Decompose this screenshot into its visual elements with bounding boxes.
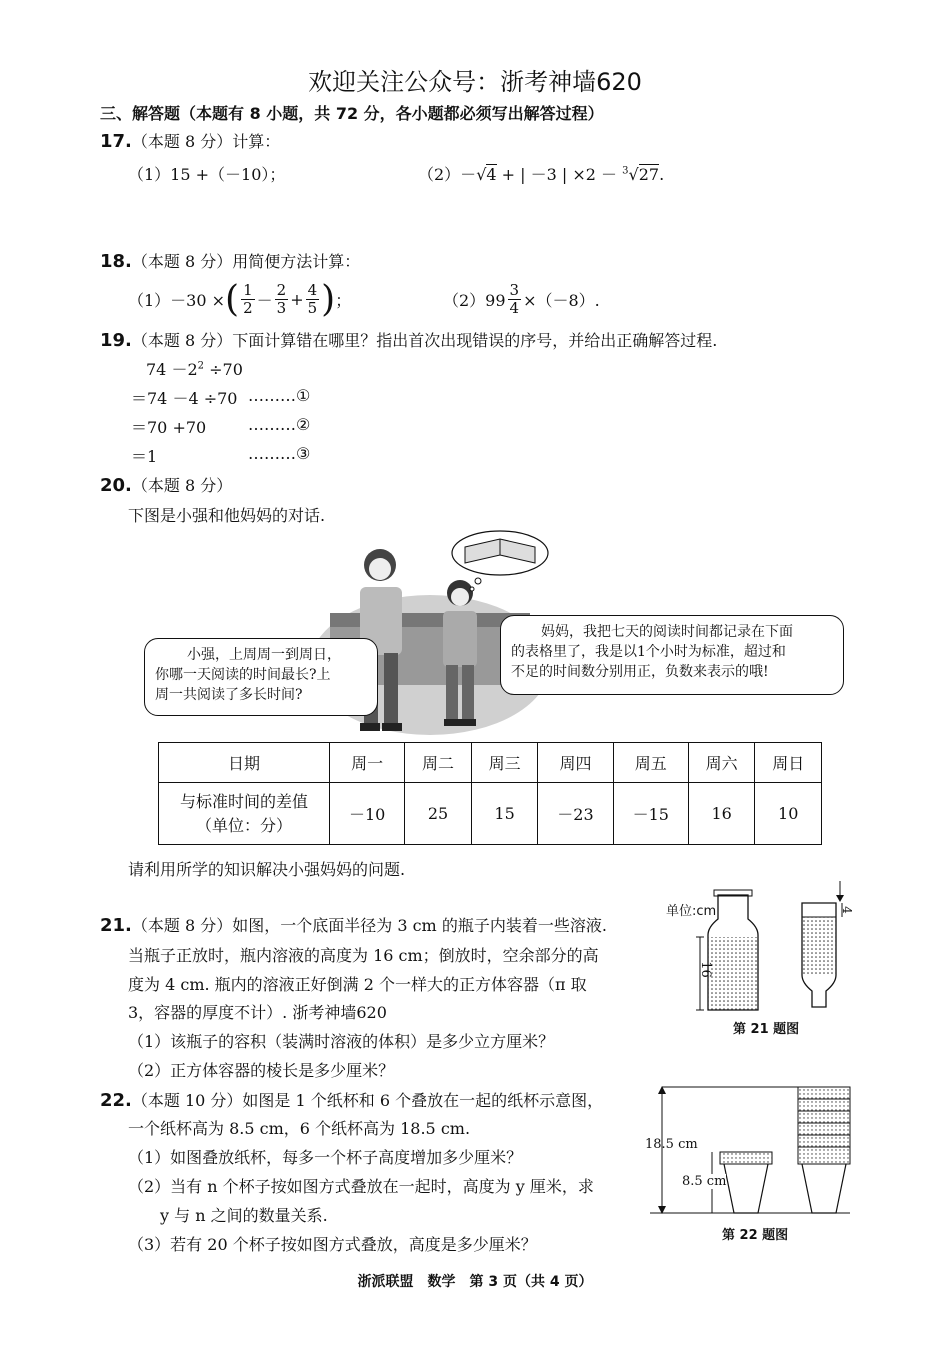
q18-part1: （1）－30 × ( $\frac{1}{2}$ － $\frac{2}{3}$ + $\frac{4}{5}$ ) ；: [128, 278, 352, 320]
q20-footer: 请利用所学的知识解决小强妈妈的问题.: [128, 860, 406, 879]
fraction: $\frac{1}{2}$: [243, 281, 253, 317]
q21-text-line: 度为 4 cm. 瓶内的溶液正好倒满 2 个一样大的正方体容器（π 取: [128, 975, 587, 994]
q21-text-line: 3，容器的厚度不计）. 浙考神墙620: [128, 1003, 387, 1022]
question-number: 20.: [100, 475, 132, 496]
stacked-cups-icon: [802, 1164, 846, 1213]
mother-speech-bubble: 小强，上周周一到周日， 你哪一天阅读的时间最长?上 周一共阅读了多长时间?: [144, 638, 378, 716]
son-speech-bubble: 妈妈，我把七天的阅读时间都记录在下面 的表格里了，我是以1个小时为标准，超过和 不足的时间数分别用正，负数来表示的哦!: [500, 615, 844, 695]
table-cell: －23: [538, 783, 613, 845]
q22-sub3: （3）若有 20 个杯子按如图方式叠放，高度是多少厘米？: [128, 1235, 537, 1254]
question-18: [100, 249, 360, 272]
fraction: $\frac{3}{4}$: [509, 281, 520, 317]
fraction: $\frac{4}{5}$: [307, 281, 318, 317]
cup-rim: [798, 1099, 850, 1111]
table-cell: 25: [405, 783, 472, 845]
fraction: $\frac{2}{3}$: [276, 281, 287, 317]
cup-rim: [798, 1087, 850, 1099]
q19-step-2: ＝70 +70: [131, 418, 207, 437]
left-paren: (: [225, 278, 240, 320]
q22-label-short: 8.5 cm: [682, 1174, 727, 1189]
q21-height-label: 16: [697, 961, 713, 978]
question-22: 22.（本题 10 分）如图是 1 个纸杯和 6 个叠放在一起的纸杯示意图，: [100, 1090, 604, 1111]
table-header-cell: 周三: [471, 743, 538, 783]
q22-figure-caption: 第 22 题图: [722, 1228, 789, 1243]
cup-rim: [798, 1135, 850, 1147]
table-header-cell: 周六: [688, 743, 755, 783]
q22-sub2b: y 与 n 之间的数量关系.: [160, 1206, 328, 1225]
q22-sub1: （1）如图叠放纸杯，每多一个杯子高度增加多少厘米？: [128, 1148, 523, 1167]
table-header-cell: 周日: [755, 743, 822, 783]
q22-label-tall: 18.5 cm: [645, 1137, 698, 1152]
q18-part2: （2）99 $\frac{3}{4}$ ×（－8）.: [443, 281, 600, 317]
right-paren: ): [321, 278, 336, 320]
q22-sub2a: （2）当有 n 个杯子按如图方式叠放在一起时，高度为 y 厘米，求: [128, 1177, 594, 1196]
reading-time-table: [158, 742, 822, 845]
question-number: 18.: [100, 251, 132, 272]
question-number: 19.: [100, 330, 132, 351]
cup-rim: [798, 1147, 850, 1164]
question-21: 21.（本题 8 分）如图，一个底面半径为 3 cm 的瓶子内装着一些溶液.: [100, 915, 607, 936]
q21-sub2: （2）正方体容器的棱长是多少厘米？: [128, 1061, 395, 1080]
question-intro: （本题 8 分）计算：: [131, 132, 281, 151]
table-header-cell: 周四: [538, 743, 613, 783]
liquid-fill: [803, 917, 836, 975]
cbrt-sign-icon: √: [628, 165, 639, 184]
question-intro: （本题 8 分）下面计算错在哪里？指出首次出现错误的序号，并给出正确解答过程.: [131, 331, 718, 350]
table-header-row: [159, 743, 822, 783]
page-footer: 浙派联盟 数学 第 3 页（共 4 页）: [357, 1274, 593, 1290]
table-header-cell: 日期: [159, 743, 330, 783]
cup-rim: [720, 1152, 772, 1164]
q17-part2: （2）－√4 + | －3 | ×2 － $^3$√27.: [418, 165, 665, 184]
table-row-label: 与标准时间的差值 （单位：分）: [159, 783, 330, 845]
cup-rim: [798, 1123, 850, 1135]
bottle-figure: [690, 875, 860, 1015]
arrow-down-icon: [836, 895, 844, 902]
table-cell: 16: [688, 783, 755, 845]
q19-step-3-mark: ………③: [248, 444, 311, 463]
table-cell: 10: [755, 783, 822, 845]
single-cup-icon: [724, 1164, 768, 1213]
q21-figure-caption: 第 21 题图: [733, 1022, 800, 1037]
table-header-cell: 周二: [405, 743, 472, 783]
sqrt-sign-icon: √: [476, 165, 487, 184]
q21-top-label: 4: [839, 906, 854, 914]
question-intro: （本题 8 分）: [131, 476, 233, 495]
liquid-fill: [709, 937, 758, 1010]
question-20: [100, 473, 232, 496]
table-header-cell: 周五: [613, 743, 688, 783]
table-cell: －15: [613, 783, 688, 845]
q21-unit-label: 单位:cm: [666, 904, 717, 919]
question-17: [100, 129, 280, 152]
table-header-cell: 周一: [330, 743, 405, 783]
q19-step-1-mark: ………①: [248, 386, 311, 405]
q17-part1: （1）15 +（－10）；: [128, 165, 286, 184]
q19-expression: $74 -2^2 \div 70$: [146, 360, 243, 379]
q19-step-3: ＝1: [131, 447, 158, 466]
question-number: 21.: [100, 915, 132, 936]
q19-step-2-mark: ………②: [248, 415, 311, 434]
q20-description: 下图是小强和他妈妈的对话.: [128, 506, 326, 525]
question-number: 17.: [100, 131, 132, 152]
q21-sub1: （1）该瓶子的容积（装满时溶液的体积）是多少立方厘米？: [128, 1032, 555, 1051]
table-row: [159, 783, 822, 845]
watermark-title: 欢迎关注公众号：浙考神墙620: [308, 68, 642, 96]
question-number: 22.: [100, 1090, 132, 1111]
q21-text-line: 当瓶子正放时，瓶内溶液的高度为 16 cm；倒放时，空余部分的高: [128, 946, 599, 965]
q19-step-1: ＝74 －4 ÷70: [131, 389, 238, 408]
table-cell: －10: [330, 783, 405, 845]
table-cell: 15: [471, 783, 538, 845]
question-19: [100, 328, 717, 351]
q22-text-line: 一个纸杯高为 8.5 cm，6 个纸杯高为 18.5 cm.: [128, 1119, 471, 1138]
section-title: 三、解答题（本题有 8 小题，共 72 分，各小题都必须写出解答过程）: [100, 104, 604, 123]
question-intro: （本题 8 分）用简便方法计算：: [131, 252, 361, 271]
cup-rim: [798, 1111, 850, 1123]
cube-root-index: 3: [622, 165, 629, 177]
